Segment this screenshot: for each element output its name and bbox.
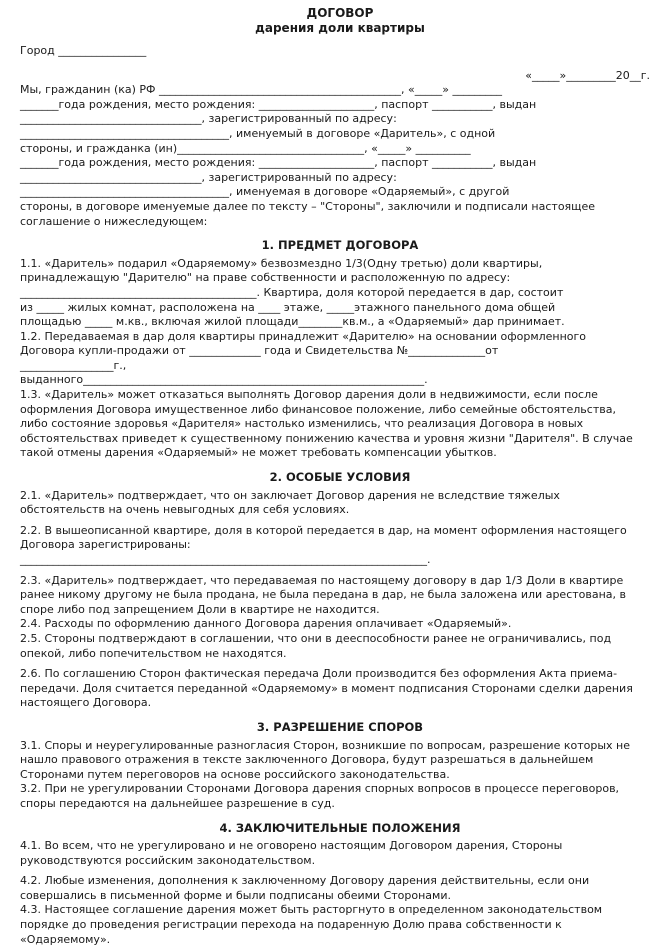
date-field: «_____»_________20__г. xyxy=(525,68,650,82)
section-1-line: 1.1. «Даритель» подарил «Одаряемому» безвозмездно 1/3(Одну третью) доли квартиры, xyxy=(20,256,543,270)
section-1-line: либо состояние здоровья «Дарителя» настолько изменились, что реализация Договора в новых xyxy=(20,417,584,431)
intro-line: _______года рождения, место рождения: _____________________, паспорт ___________, выдан xyxy=(20,97,537,111)
section-1-line: из _____ жилых комнат, расположена на ____ этаже, _____этажного панельного дома общей xyxy=(20,300,556,314)
section-1-line: выданного______________________________________________________________. xyxy=(20,373,428,387)
document-title: ДОГОВОР xyxy=(306,6,374,20)
section-1-line: площадью _____ м.кв., включая жилой площади________кв.м., а «Одаряемый» дар принимает. xyxy=(20,315,565,329)
intro-line: _______года рождения, место рождения: _____________________, паспорт ___________, выдан xyxy=(20,156,537,170)
section-2-heading: 2. ОСОБЫЕ УСЛОВИЯ xyxy=(269,470,411,485)
intro-line: стороны, и гражданка (ин)__________________________________, «_____» __________ xyxy=(20,141,471,155)
clause-2-1: 2.1. «Даритель» подтверждает, что он заключает Договор дарения не вследствие тяжелых обстоятельств на очень невыгодных для себя условиях. xyxy=(20,488,560,517)
clause-4-1: 4.1. Во всем, что не урегулировано и не оговорено настоящим Договором дарения, Стороны руководствуются российским законодательством. xyxy=(20,839,563,867)
section-3-heading: 3. РАЗРЕШЕНИЕ СПОРОВ xyxy=(256,719,424,734)
intro-block xyxy=(20,83,660,229)
document-page xyxy=(0,6,660,946)
section-1-line: обстоятельствах приведет к существенному понижению качества и уровня жизни "Дарителя". В случае xyxy=(20,431,633,445)
intro-line: ______________________________________, именуемый в договоре «Даритель», с одной xyxy=(20,126,496,140)
intro-line: стороны, в договоре именуемые далее по тексту – "Стороны", заключили и подписали настоящее xyxy=(20,199,596,213)
section-1-line: 1.3. «Даритель» может отказаться выполнять Договор дарения доли в недвижимости, если после xyxy=(20,388,598,402)
clause-2-2: 2.2. В вышеописанной квартире, доля в которой передается в дар, на момент оформления настоящего Договора зарегистрированы: __________________________________________________________________________. xyxy=(20,523,627,566)
section-1-line: Договора купли-продажи от _____________ года и Свидетельства №______________от xyxy=(20,344,499,358)
clauses-3-1-to-3-2: 3.1. Споры и неурегулированные разногласия Сторон, возникшие по вопросам, разрешение которых не нашло правового отражения в тексте заключенного Договора, будут разрешаться в дальнейшем Сторонами путем переговоров на основе российского законодательства. 3.2. При не урегулировании Сторонами Договора дарения спорных вопросов в процессе переговоров, споры передаются на дальнейшее разрешение в суд. xyxy=(20,738,630,810)
clause-2-6: 2.6. По соглашению Сторон фактическая передача Доли производится без оформления Акта приема- передачи. Доля считается переданной «Одаряемому» в момент подписания Сторонами сделки дарения настоящего Договора. xyxy=(20,667,633,710)
clauses-4-2-to-4-3: 4.2. Любые изменения, дополнения к заключенному Договору дарения действительны, если они совершались в письменной форме и были подписаны обеими Сторонами. 4.3. Настоящее соглашение дарения может быть расторгнуто в определенном законодательством порядке до проведения регистрации перехода на подаренную Долю права собственности к «Одаряемому». xyxy=(20,874,603,946)
intro-line: _________________________________, зарегистрированный по адресу: xyxy=(20,112,397,126)
section-1-body xyxy=(20,257,660,461)
document-subtitle: дарения доли квартиры xyxy=(255,21,425,35)
section-1-line: принадлежащую "Дарителю" на праве собственности и расположенную по адресу: xyxy=(20,271,511,285)
section-1-heading: 1. ПРЕДМЕТ ДОГОВОРА xyxy=(261,238,419,253)
intro-line: ______________________________________, именуемая в договоре «Одаряемый», с другой xyxy=(20,185,510,199)
intro-line: _________________________________, зарегистрированный по адресу: xyxy=(20,170,397,184)
section-1-line: _________________г., xyxy=(20,358,127,372)
section-1-line: такой отмены дарения «Одаряемый» не может требовать компенсации убытков. xyxy=(20,446,497,460)
section-1-line: оформления Договора имущественное либо финансовое положение, либо семейные обстоятельства, xyxy=(20,402,616,416)
section-1-line: ___________________________________________. Квартира, доля которой передается в дар, состоит xyxy=(20,285,564,299)
clauses-2-3-to-2-5: 2.3. «Даритель» подтверждает, что передаваемая по настоящему договору в дар 1/3 Доли в квартире ранее никому другому не была продана, не была передана в дар, не была заложена или арестована, в споре либо под запрещением Доли в квартире не находится. 2.4. Расходы по оформлению данного Договора дарения оплачивает «Одаряемый». 2.5. Стороны подтверждают в соглашении, что они в дееспособности ранее не ограничивались, под опекой, либо попечительством не находятся. xyxy=(20,573,627,660)
section-1-line: 1.2. Передаваемая в дар доля квартиры принадлежит «Дарителю» на основании оформленного xyxy=(20,329,587,343)
city-field: Город ________________ xyxy=(20,44,147,57)
section-4-heading: 4. ЗАКЛЮЧИТЕЛЬНЫЕ ПОЛОЖЕНИЯ xyxy=(219,820,461,835)
intro-line: соглашение о нижеследующем: xyxy=(20,214,208,228)
intro-line: Мы, гражданин (ка) РФ ____________________________________________, «_____» _________ xyxy=(20,83,502,97)
